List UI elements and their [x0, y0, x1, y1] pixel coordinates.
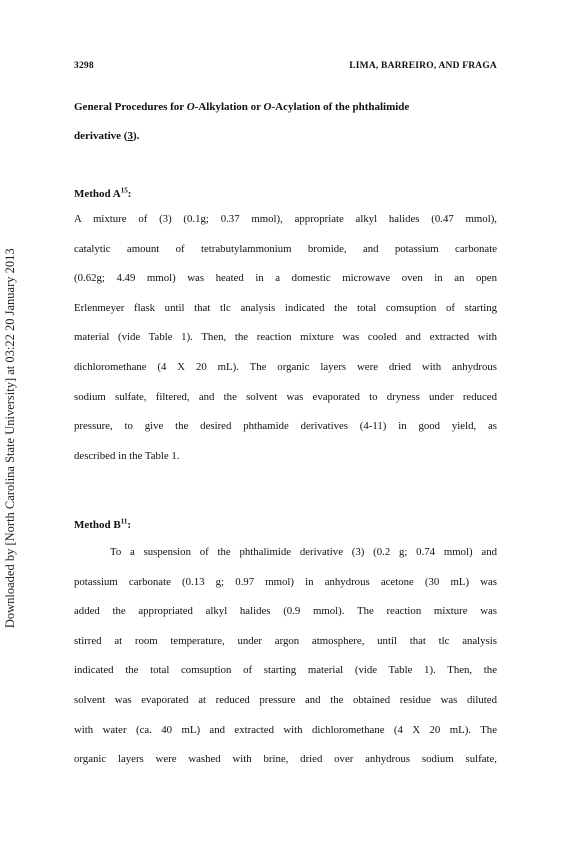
method-b-body-line: organic layers were washed with brine, dried over anhydrous sodium sulfate, [74, 753, 497, 766]
section-title-line-1: General Procedures for O-Alkylation or O-Acylation of the phthalimide [74, 101, 410, 113]
method-a-heading: Method $A^{15}$: [74, 186, 132, 200]
method-a-body-line: pressure, to give the desired phthamide derivatives (4-11) in good yield, as [74, 420, 497, 433]
running-head-authors: LIMA, BARREIRO, AND FRAGA [349, 61, 497, 71]
method-a-body-line: Erlenmeyer flask until that tlc analysis indicated the total comsuption of starting [74, 301, 497, 314]
method-a-body-line: (0.62g; 4.49 mmol) was heated in a domestic microwave oven in an open [74, 272, 497, 285]
page-number: 3298 [74, 61, 94, 71]
method-a-body-line: sodium sulfate, filtered, and the solvent was evaporated to dryness under reduced [74, 390, 497, 403]
method-b-body-line: with water (ca. 40 mL) and extracted with dichloromethane (4 X 20 mL). The [74, 723, 497, 736]
method-b-body-line: solvent was evaporated at reduced pressure and the obtained residue was diluted [74, 694, 497, 706]
method-b-body-line: stirred at room temperature, under argon atmosphere, until that tlc analysis [74, 634, 497, 647]
method-a-body-line: dichloromethane (4 X 20 mL). The organic layers were dried with anhydrous [74, 361, 497, 373]
method-a-body-line: described in the Table 1. [74, 449, 180, 462]
method-b-body-line: potassium carbonate (0.13 g; 0.97 mmol) in anhydrous acetone (30 mL) was [74, 575, 497, 588]
method-a-body-line: A mixture of (3) (0.1g; 0.37 mmol), appropriate alkyl halides (0.47 mmol), [74, 213, 497, 225]
method-b-body-line: indicated the total comsuption of starting material (vide Table 1). Then, the [74, 664, 497, 677]
download-watermark: Downloaded by [North Carolina State University] at 03:22 20 January 2013 [2, 248, 17, 629]
section-title-line-2: derivative (3). [74, 130, 140, 142]
method-b-body-line: To a suspension of the phthalimide derivative (3) (0.2 g; 0.74 mmol) and [110, 546, 497, 558]
method-a-body-line: catalytic amount of tetrabutylammonium bromide, and potassium carbonate [74, 242, 497, 255]
method-b-heading: Method $B^{11}$: [74, 517, 132, 531]
method-b-body-line: added the appropriated alkyl halides (0.9 mmol). The reaction mixture was [74, 605, 497, 618]
method-a-body-line: material (vide Table 1). Then, the reaction mixture was cooled and extracted with [74, 331, 497, 344]
